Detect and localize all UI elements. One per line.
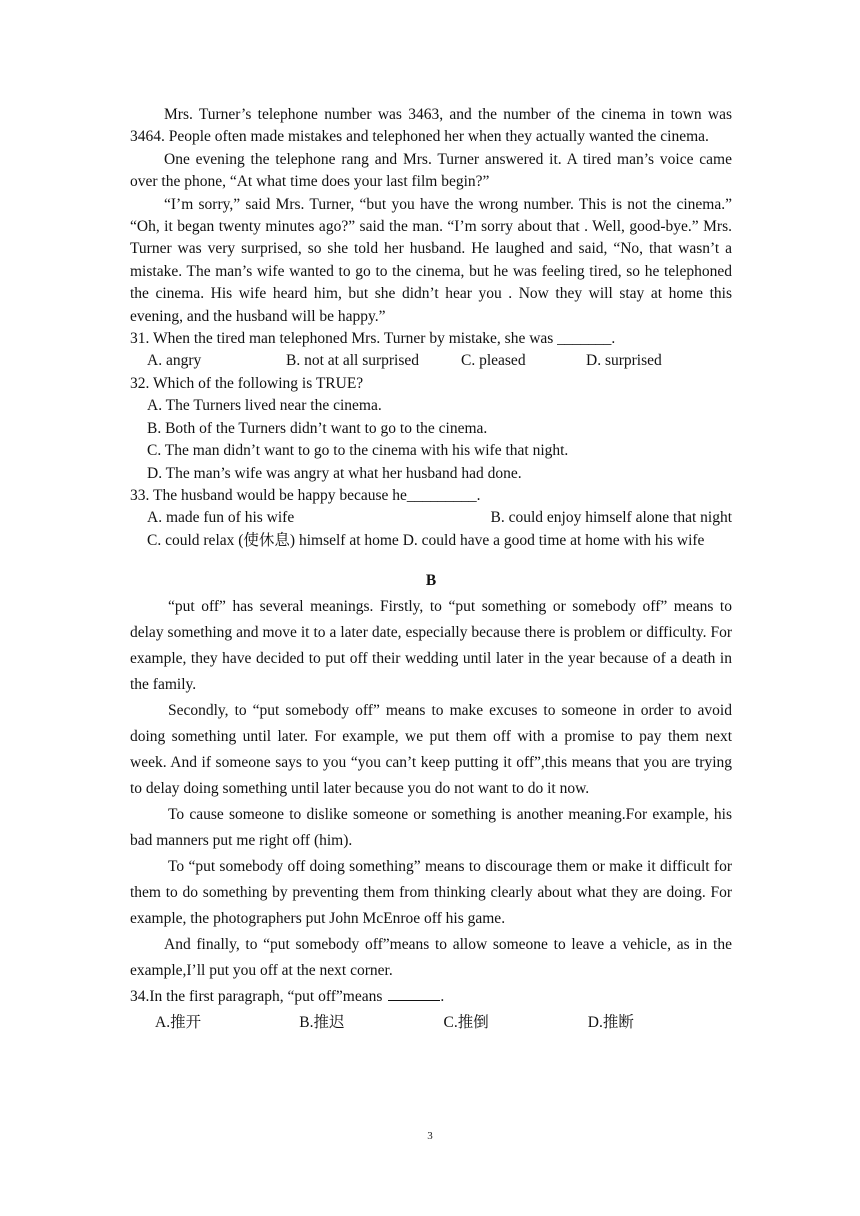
section-b-paragraph-5: And finally, to “put somebody off”means to allow someone to leave a vehicle, as in the example,I’ll put you off at the next corner. [130, 936, 732, 980]
option-33-a: A. made fun of his wife [147, 509, 295, 527]
option-32-b: B. Both of the Turners didn’t want to go to the cinema. [147, 419, 488, 437]
option-31-a: A. angry [147, 352, 202, 370]
option-33-b: B. could enjoy himself alone that night [490, 509, 732, 527]
option-32-a: A. The Turners lived near the cinema. [147, 397, 382, 415]
option-31-c: C. pleased [461, 352, 526, 370]
question-32: 32. Which of the following is TRUE? [130, 374, 364, 392]
section-b-heading: B [425, 572, 437, 590]
question-33: 33. The husband would be happy because he_________. [130, 486, 481, 504]
question-34-text: 34.In the first paragraph, “put off”means [130, 988, 383, 1006]
option-34-d: D.推断 [587, 1014, 634, 1032]
answer-blank [388, 986, 440, 1001]
option-32-c: C. The man didn’t want to go to the cinema with his wife that night. [147, 442, 569, 460]
page-number: 3 [427, 1130, 433, 1142]
document-page [130, 104, 732, 1036]
option-33-cd [130, 530, 732, 552]
question-34 [130, 984, 732, 1010]
option-34-b: B.推迟 [299, 1014, 345, 1032]
passage-a-paragraph-2: One evening the telephone rang and Mrs. Turner answered it. A tired man’s voice came over the phone, “At what time does your last film begin?” [130, 150, 732, 191]
option-31-b: B. not at all surprised [286, 352, 420, 370]
passage-a-paragraph-1: Mrs. Turner’s telephone number was 3463, and the number of the cinema in town was 3464. People often made mistakes and telephoned her when they actually wanted the cinema. [130, 106, 732, 146]
question-31-options [130, 350, 732, 372]
question-33-options-row [130, 507, 732, 529]
section-b-paragraph-3: To cause someone to dislike someone or something is another meaning.For example, his bad manners put me right off (him). [130, 806, 732, 850]
option-31-d: D. surprised [586, 352, 662, 370]
question-34-end: . [440, 988, 445, 1006]
section-b-paragraph-2: Secondly, to “put somebody off” means to make excuses to someone in order to avoid doing something until later. For example, we put them off with a promise to pay them next week. And if someone says to you “you can’t keep putting it off”,this means that you are trying to delay doing something until later because you do not want to do it now. [130, 702, 732, 798]
option-34-a: A.推开 [155, 1014, 202, 1032]
section-b-paragraph-1: “put off” has several meanings. Firstly, to “put something or somebody off” means to delay something and move it to a later date, especially because there is problem or difficulty. For example, they have decided to put off their wedding until later in the year because of a death in the family. [130, 598, 732, 694]
option-34-c: C.推倒 [443, 1014, 489, 1032]
option-32-d: D. The man’s wife was angry at what her husband had done. [147, 464, 522, 482]
question-34-options [130, 1010, 732, 1036]
section-b-paragraph-4: To “put somebody off doing something” means to discourage them or make it difficult for them to do something by preventing them from thinking clearly about what they are doing. For example, the photographers put John McEnroe off his game. [130, 858, 732, 928]
question-31: 31. When the tired man telephoned Mrs. Turner by mistake, she was _______. [130, 330, 616, 348]
option-33-cd-text: C. could relax (使休息) himself at home D. could have a good time at home with his wife [147, 531, 705, 549]
passage-a-paragraph-3: “I’m sorry,” said Mrs. Turner, “but you have the wrong number. This is not the cinema.” “Oh, it began twenty minutes ago?” said the man. “I’m sorry about that . Well, good-bye.” Mrs. Turner was very surprised, so she told her husband. He laughed and said, “No, that wasn’t a mistake. The man’s wife wanted to go to the cinema, but he was feeling tired, so he telephoned the cinema. His wife heard him, but she didn’t hear you . Now they will stay at home this evening, and the husband will be happy.” [130, 195, 732, 325]
